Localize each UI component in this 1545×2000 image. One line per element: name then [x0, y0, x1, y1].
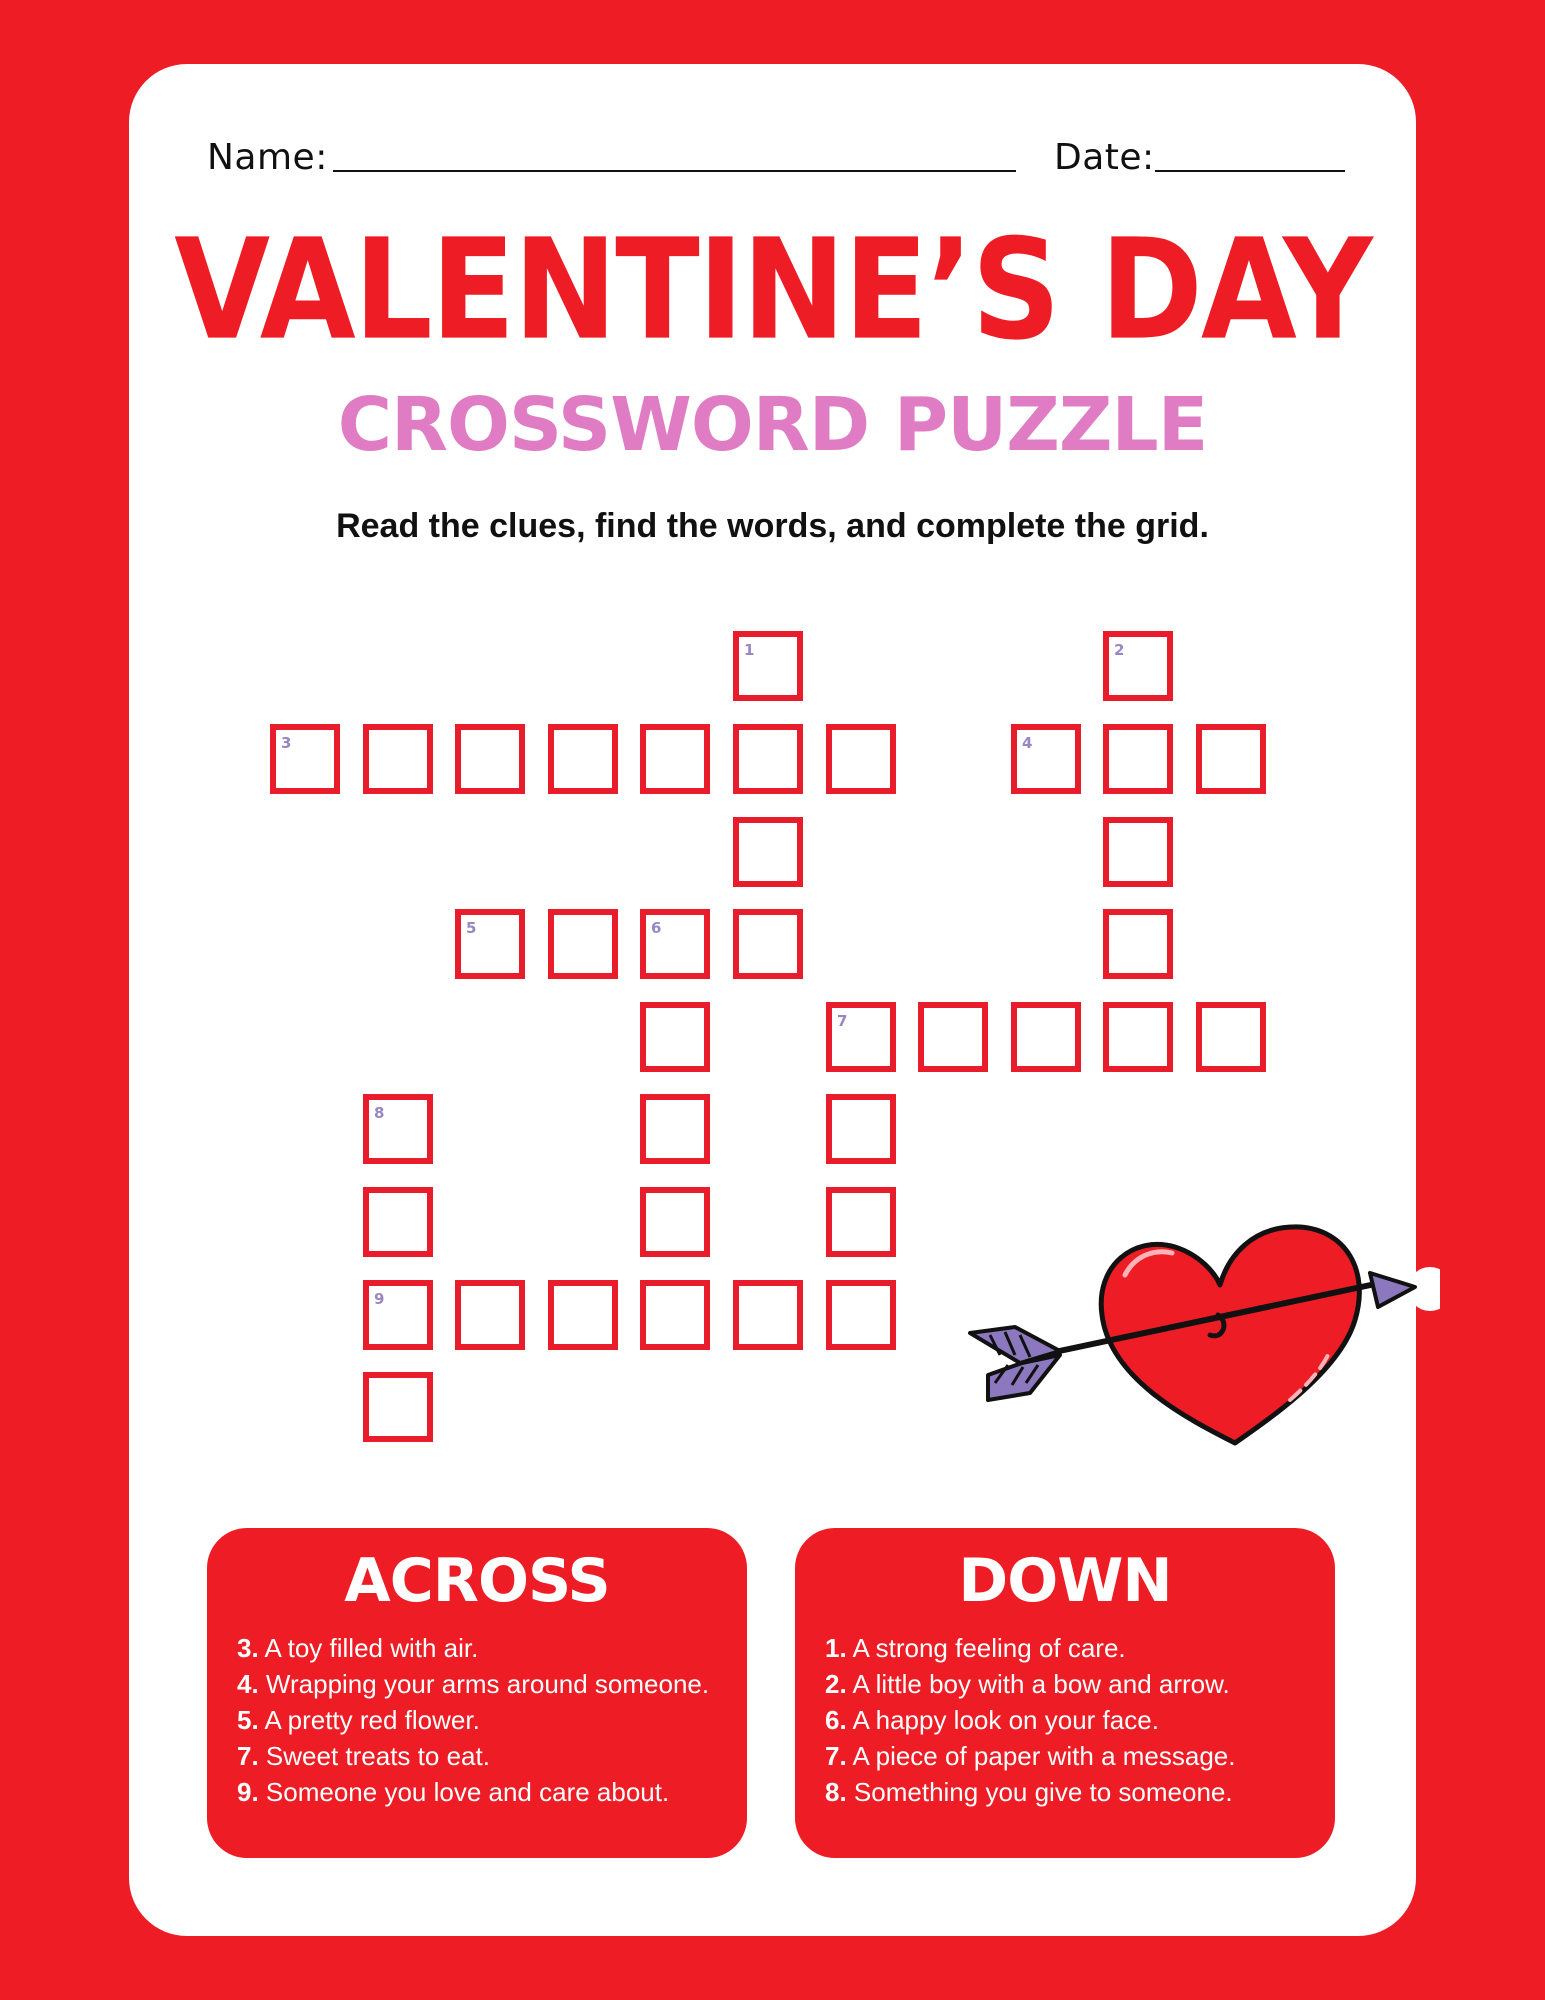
- grid-cell[interactable]: [826, 724, 896, 794]
- clue-num: 6.: [825, 1705, 847, 1735]
- clue-item: [825, 1630, 1335, 1666]
- grid-cell[interactable]: [826, 1002, 896, 1072]
- clue-num: 7.: [825, 1741, 847, 1771]
- grid-cell[interactable]: [640, 724, 710, 794]
- clue-item: [237, 1666, 747, 1702]
- instructions: Read the clues, find the words, and complete the grid.: [336, 507, 1209, 545]
- grid-cell[interactable]: [548, 909, 618, 979]
- clue-text: Something you give to someone.: [853, 1777, 1233, 1807]
- grid-cell[interactable]: [455, 724, 525, 794]
- grid-cell[interactable]: [640, 1187, 710, 1257]
- clue-item: [825, 1738, 1335, 1774]
- grid-cell[interactable]: [640, 1002, 710, 1072]
- clue-number: 7: [837, 1012, 848, 1030]
- grid-cell[interactable]: [733, 1280, 803, 1350]
- clue-item: [825, 1666, 1335, 1702]
- grid-cell[interactable]: [640, 1094, 710, 1164]
- grid-cell[interactable]: [826, 1094, 896, 1164]
- clue-number: 6: [651, 919, 662, 937]
- across-clues-panel: [207, 1528, 747, 1858]
- clue-number: 5: [466, 919, 477, 937]
- grid-cell[interactable]: [733, 631, 803, 701]
- date-field[interactable]: [1155, 170, 1345, 172]
- down-heading: DOWN: [958, 1546, 1172, 1616]
- clue-number: 8: [374, 1104, 385, 1122]
- grid-cell[interactable]: [1196, 724, 1266, 794]
- grid-cell[interactable]: [455, 909, 525, 979]
- grid-cell[interactable]: [640, 1280, 710, 1350]
- heart-with-arrow-icon: [960, 1205, 1440, 1465]
- name-label: Name:: [207, 137, 328, 178]
- grid-cell[interactable]: [455, 1280, 525, 1350]
- grid-cell[interactable]: [1011, 724, 1081, 794]
- clue-text: A little boy with a bow and arrow.: [852, 1669, 1230, 1699]
- clue-text: A toy filled with air.: [264, 1633, 479, 1663]
- grid-cell[interactable]: [270, 724, 340, 794]
- clue-item: [237, 1774, 747, 1810]
- clue-text: Wrapping your arms around someone.: [265, 1669, 710, 1699]
- page-subtitle: CROSSWORD PUZZLE: [337, 382, 1208, 468]
- grid-cell[interactable]: [733, 909, 803, 979]
- grid-cell[interactable]: [1011, 1002, 1081, 1072]
- clue-num: 8.: [825, 1777, 847, 1807]
- clue-item: [237, 1630, 747, 1666]
- clue-num: 9.: [237, 1777, 259, 1807]
- grid-cell[interactable]: [363, 1187, 433, 1257]
- across-heading: ACROSS: [344, 1546, 610, 1616]
- grid-cell[interactable]: [1103, 817, 1173, 887]
- clue-number: 1: [744, 641, 755, 659]
- across-clue-list: [237, 1630, 747, 1810]
- date-label: Date:: [1054, 137, 1155, 178]
- grid-cell[interactable]: [363, 1372, 433, 1442]
- grid-cell[interactable]: [363, 724, 433, 794]
- grid-cell[interactable]: [1103, 909, 1173, 979]
- grid-cell[interactable]: [640, 909, 710, 979]
- grid-cell[interactable]: [826, 1187, 896, 1257]
- grid-cell[interactable]: [826, 1280, 896, 1350]
- clue-text: A happy look on your face.: [852, 1705, 1159, 1735]
- clue-text: A piece of paper with a message.: [852, 1741, 1236, 1771]
- clue-num: 4.: [237, 1669, 259, 1699]
- grid-cell[interactable]: [1103, 631, 1173, 701]
- clue-text: Sweet treats to eat.: [265, 1741, 490, 1771]
- grid-cell[interactable]: [1103, 1002, 1173, 1072]
- down-clues-panel: [795, 1528, 1335, 1858]
- name-field[interactable]: [333, 170, 1016, 172]
- clue-num: 5.: [237, 1705, 259, 1735]
- clue-text: Someone you love and care about.: [265, 1777, 670, 1807]
- clue-item: [825, 1774, 1335, 1810]
- grid-cell[interactable]: [363, 1280, 433, 1350]
- clue-item: [825, 1702, 1335, 1738]
- grid-cell[interactable]: [918, 1002, 988, 1072]
- clue-number: 2: [1114, 641, 1125, 659]
- grid-cell[interactable]: [1103, 724, 1173, 794]
- grid-cell[interactable]: [548, 724, 618, 794]
- clue-number: 4: [1022, 734, 1033, 752]
- clue-item: [237, 1702, 747, 1738]
- clue-num: 7.: [237, 1741, 259, 1771]
- clue-number: 3: [281, 734, 292, 752]
- grid-cell[interactable]: [363, 1094, 433, 1164]
- clue-num: 3.: [237, 1633, 259, 1663]
- clue-number: 9: [374, 1290, 385, 1308]
- grid-cell[interactable]: [1196, 1002, 1266, 1072]
- clue-item: [237, 1738, 747, 1774]
- clue-text: A strong feeling of care.: [852, 1633, 1126, 1663]
- grid-cell[interactable]: [548, 1280, 618, 1350]
- down-clue-list: [825, 1630, 1335, 1810]
- clue-num: 1.: [825, 1633, 847, 1663]
- grid-cell[interactable]: [733, 724, 803, 794]
- clue-num: 2.: [825, 1669, 847, 1699]
- page-title: VALENTINE’S DAY: [174, 210, 1371, 372]
- clue-text: A pretty red flower.: [264, 1705, 480, 1735]
- grid-cell[interactable]: [733, 817, 803, 887]
